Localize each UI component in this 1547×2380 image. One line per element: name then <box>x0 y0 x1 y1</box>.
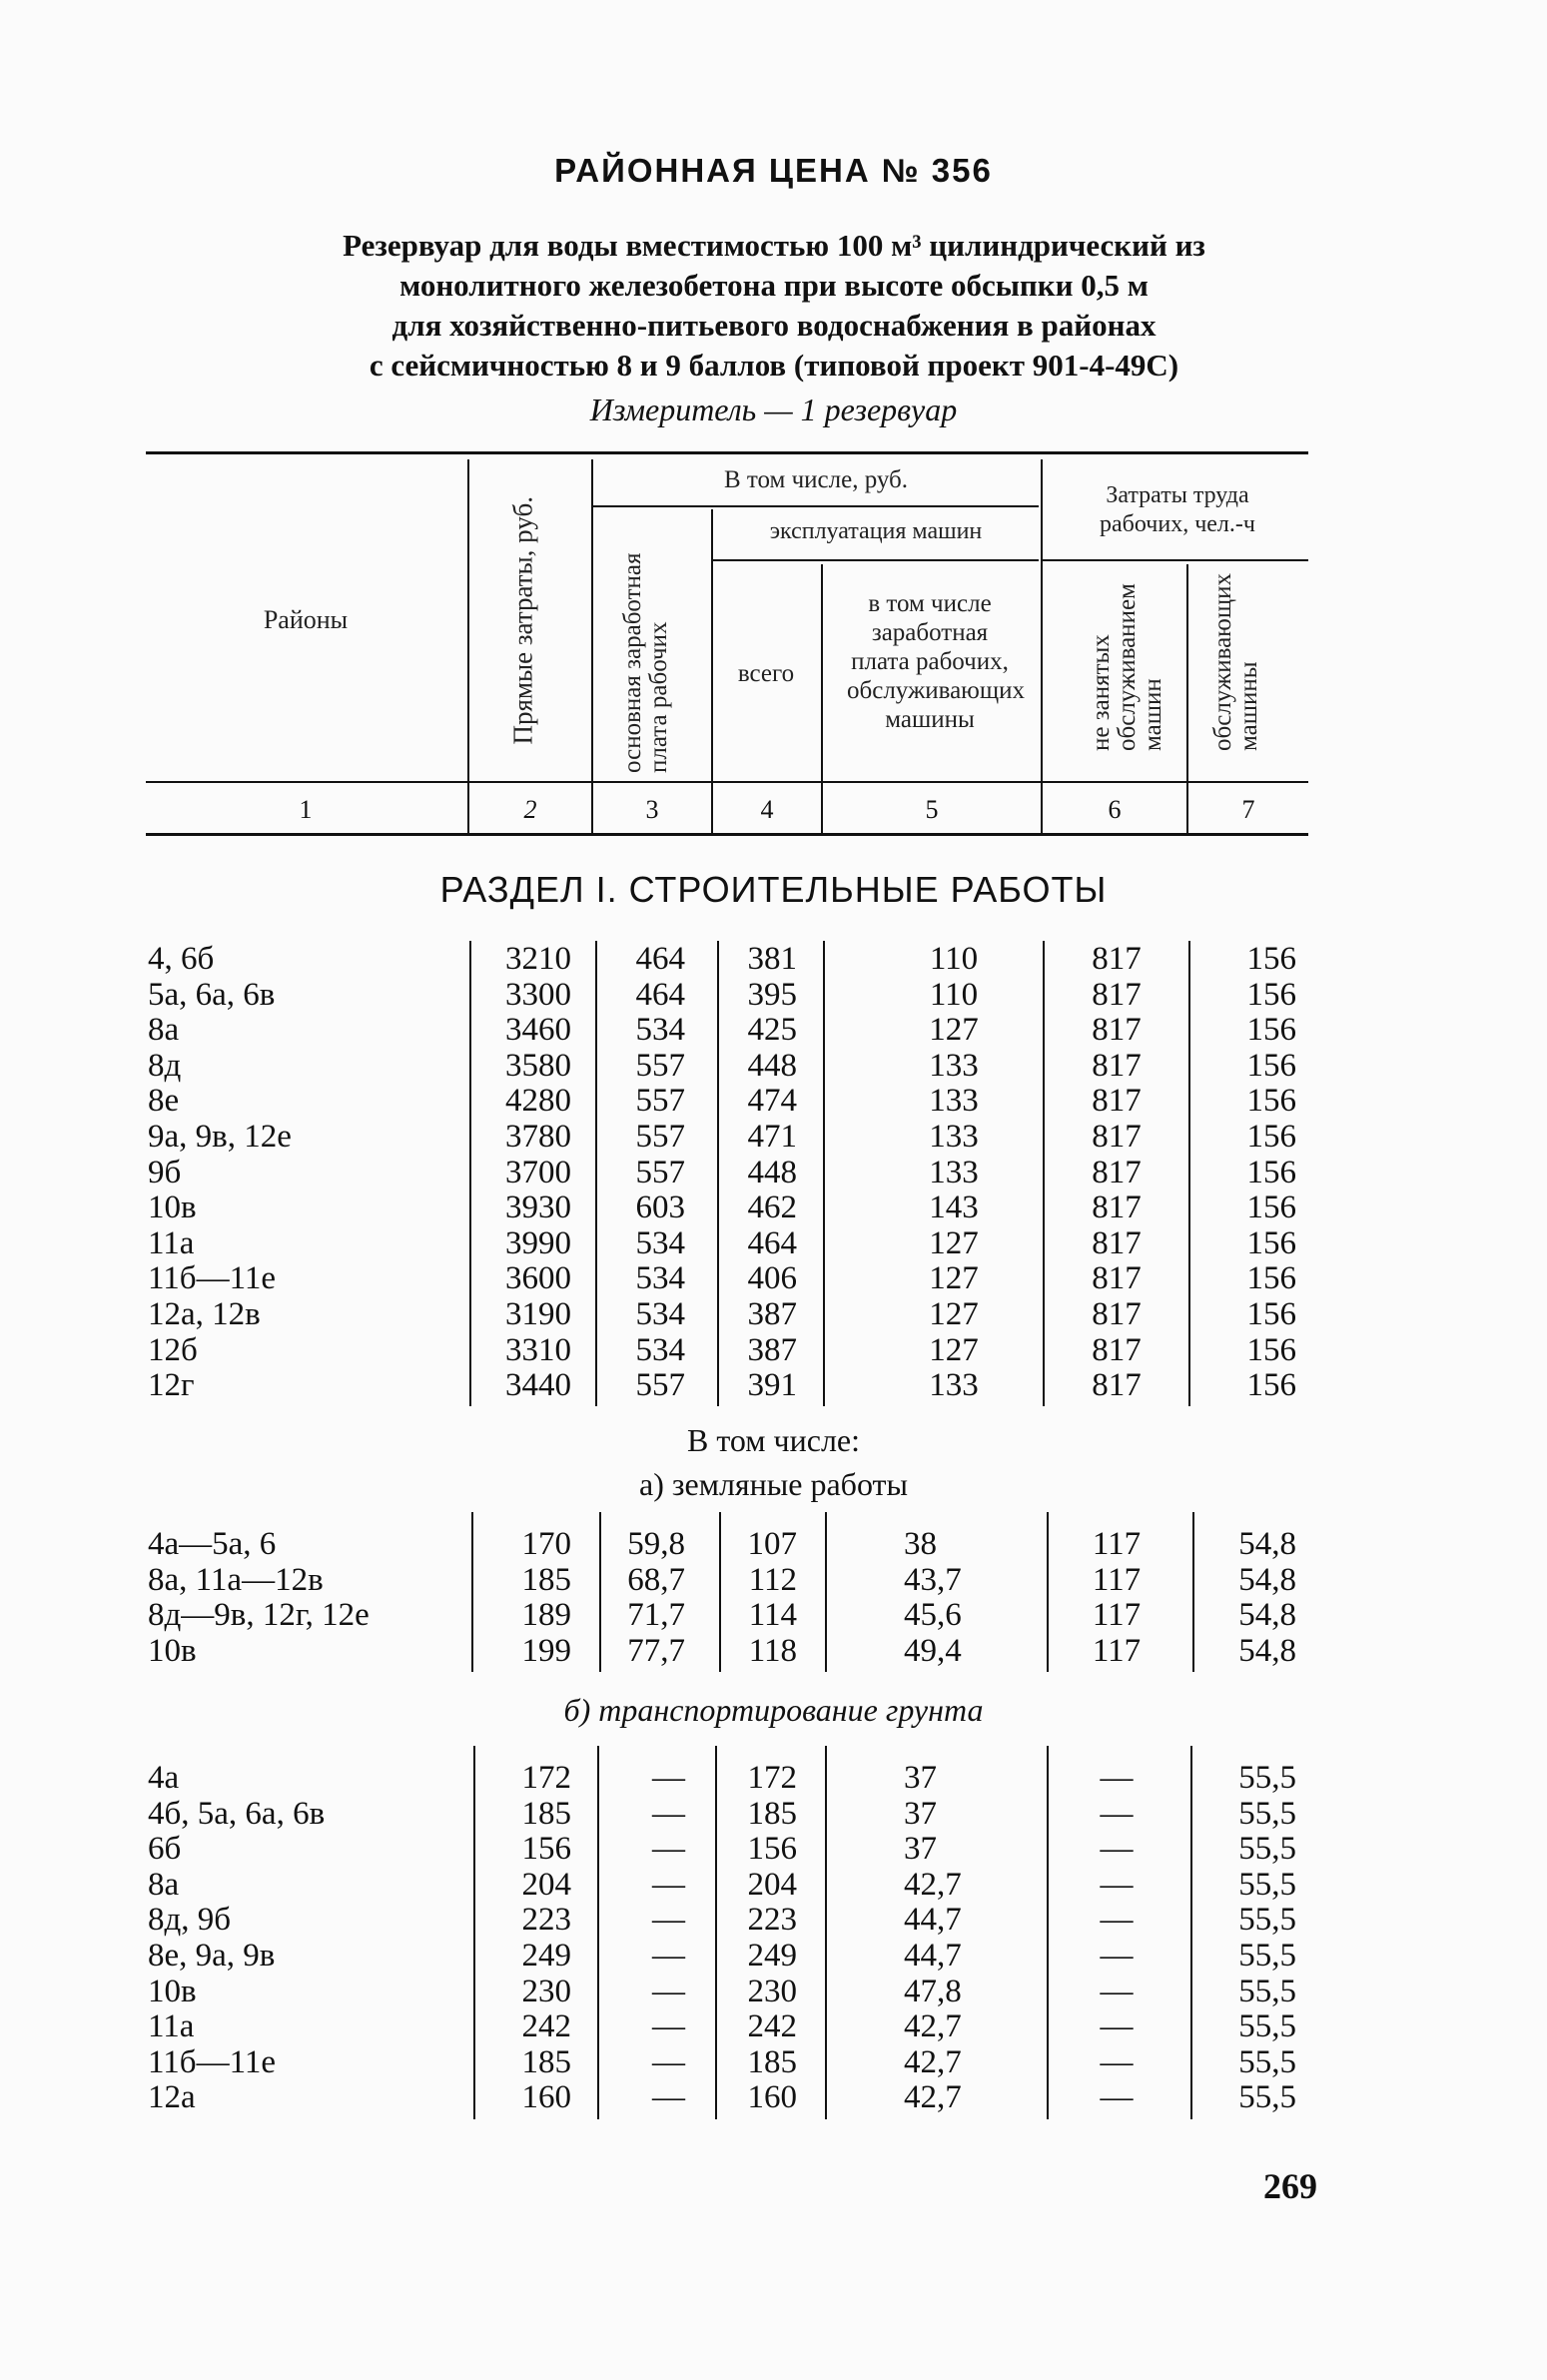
labor-rule <box>1041 559 1308 561</box>
cell-region: 8а, 11а—12в <box>148 1561 324 1598</box>
section-construction-rows <box>0 941 1547 1408</box>
cell-labor-machine: 156 <box>1246 941 1296 977</box>
cell-base-wage: — <box>652 1973 685 2009</box>
cell-labor-not-machine: 117 <box>1092 1526 1142 1562</box>
cell-base-wage: 534 <box>635 1224 685 1261</box>
cell-machines-total: 223 <box>747 1902 797 1939</box>
cell-machines-total: 448 <box>747 1154 797 1190</box>
cell-region: 11б—11е <box>148 1260 276 1297</box>
table-row <box>0 2044 1547 2080</box>
cell-direct-costs: 170 <box>521 1526 571 1562</box>
cell-base-wage: 534 <box>635 1012 685 1049</box>
column-number: 3 <box>645 795 659 824</box>
table-row <box>0 1974 1547 2009</box>
column-number: 2 <box>523 795 537 824</box>
cell-machine-wage: 42,7 <box>904 2043 962 2080</box>
cell-machines-total: 185 <box>747 2043 797 2080</box>
cell-base-wage: — <box>652 1795 685 1832</box>
cell-machine-wage: 42,7 <box>904 2008 962 2045</box>
cell-labor-not-machine: — <box>1100 1795 1134 1832</box>
cell-base-wage: 464 <box>635 941 685 977</box>
cell-region: 9а, 9в, 12е <box>148 1119 292 1155</box>
cell-base-wage: — <box>652 1831 685 1868</box>
cell-base-wage: — <box>652 2043 685 2080</box>
cell-machines-total: 230 <box>747 1973 797 2009</box>
cell-labor-machine: 156 <box>1246 1190 1296 1226</box>
cell-machines-total: 172 <box>747 1760 797 1796</box>
table-row <box>0 1155 1547 1190</box>
cell-machines-total: 406 <box>747 1260 797 1297</box>
cell-labor-machine: 156 <box>1246 1224 1296 1261</box>
cell-machines-total: 107 <box>747 1526 797 1562</box>
table-row <box>0 1296 1547 1332</box>
cell-machines-total: 448 <box>747 1047 797 1084</box>
cell-base-wage: — <box>652 1938 685 1974</box>
column-number: 6 <box>1108 795 1122 824</box>
cell-direct-costs: 3190 <box>505 1296 571 1332</box>
table-row <box>0 1938 1547 1974</box>
cell-machine-wage: 110 <box>929 941 979 977</box>
cell-machine-wage: 47,8 <box>904 1973 962 2009</box>
cell-machines-total: 204 <box>747 1866 797 1903</box>
cell-labor-not-machine: 817 <box>1092 1012 1142 1049</box>
cell-machines-total: 391 <box>747 1367 797 1404</box>
cell-region: 12а <box>148 2079 196 2116</box>
cell-direct-costs: 172 <box>521 1760 571 1796</box>
table-row <box>0 1526 1547 1562</box>
numbers-bottom-rule <box>146 833 1308 836</box>
cell-labor-not-machine: — <box>1100 2043 1134 2080</box>
cell-region: 11а <box>148 2008 195 2045</box>
cell-labor-not-machine: — <box>1100 1973 1134 2009</box>
cell-direct-costs: 3440 <box>505 1367 571 1404</box>
cell-base-wage: 557 <box>635 1083 685 1120</box>
cell-machine-wage: 127 <box>929 1260 979 1297</box>
cell-base-wage: — <box>652 2079 685 2116</box>
cell-machine-wage: 127 <box>929 1331 979 1368</box>
cell-machine-wage: 44,7 <box>904 1902 962 1939</box>
cell-machines-total: 387 <box>747 1296 797 1332</box>
table-row <box>0 1831 1547 1867</box>
subtitle-line: Резервуар для воды вместимостью 100 м³ цилиндрический из <box>343 228 1205 263</box>
table-row <box>0 1367 1547 1403</box>
section-title: РАЗДЕЛ I. СТРОИТЕЛЬНЫЕ РАБОТЫ <box>439 869 1108 910</box>
cell-region: 6б <box>148 1831 182 1868</box>
cell-base-wage: 71,7 <box>627 1597 685 1634</box>
header-not-machine-text: не занятых обслуживанием машин <box>1088 583 1166 751</box>
cell-machines-total: 474 <box>747 1083 797 1120</box>
header-labor: Затраты труда рабочих, чел.-ч <box>1100 482 1255 537</box>
table-row <box>0 1633 1547 1669</box>
header-not-machine <box>1088 551 1166 751</box>
cell-labor-not-machine: 817 <box>1092 976 1142 1013</box>
cell-machines-total: 464 <box>747 1224 797 1261</box>
cell-labor-machine: 156 <box>1246 1260 1296 1297</box>
cell-machine-wage: 37 <box>904 1760 937 1796</box>
cell-region: 9б <box>148 1154 182 1190</box>
cell-labor-machine: 55,5 <box>1238 1760 1296 1796</box>
cell-machines-total: 381 <box>747 941 797 977</box>
table-row <box>0 1012 1547 1048</box>
cell-labor-not-machine: — <box>1100 1866 1134 1903</box>
cell-labor-not-machine: 117 <box>1092 1561 1142 1598</box>
cell-direct-costs: 160 <box>521 2079 571 2116</box>
cell-labor-machine: 55,5 <box>1238 2079 1296 2116</box>
cell-region: 4б, 5а, 6а, 6в <box>148 1795 326 1832</box>
cell-direct-costs: 3310 <box>505 1331 571 1368</box>
cell-labor-not-machine: 117 <box>1092 1597 1142 1634</box>
cell-labor-machine: 156 <box>1246 1331 1296 1368</box>
cell-direct-costs: 223 <box>521 1902 571 1939</box>
cell-region: 8е <box>148 1083 180 1120</box>
cell-machine-wage: 49,4 <box>904 1632 962 1669</box>
table-row <box>0 1260 1547 1296</box>
cell-labor-machine: 54,8 <box>1238 1597 1296 1634</box>
cell-region: 8е, 9а, 9в <box>148 1938 276 1974</box>
header-including: В том числе, руб. <box>723 466 909 493</box>
column-number: 7 <box>1241 795 1255 824</box>
cell-labor-not-machine: 817 <box>1092 1331 1142 1368</box>
header-machine-wage: в том числе заработная плата рабочих, обслуживающих машины <box>847 590 1025 733</box>
cell-machines-total: 462 <box>747 1190 797 1226</box>
header-divider <box>1186 564 1188 833</box>
header-base-wage <box>620 513 692 773</box>
cell-region: 4а <box>148 1760 180 1796</box>
header-divider <box>821 564 823 833</box>
cell-labor-machine: 156 <box>1246 976 1296 1013</box>
cell-direct-costs: 3460 <box>505 1012 571 1049</box>
table-row <box>0 1760 1547 1796</box>
cell-labor-not-machine: 817 <box>1092 1296 1142 1332</box>
header-base-wage-text: основная заработная плата рабочих <box>619 552 672 773</box>
page-number: 269 <box>1263 2166 1317 2206</box>
header-total: всего <box>737 660 795 687</box>
table-row <box>0 2079 1547 2115</box>
table-row <box>0 1902 1547 1938</box>
cell-labor-not-machine: 817 <box>1092 1154 1142 1190</box>
cell-region: 11б—11е <box>148 2043 276 2080</box>
table-row <box>0 2008 1547 2044</box>
header-machines: эксплуатация машин <box>769 518 983 544</box>
cell-machine-wage: 43,7 <box>904 1561 962 1598</box>
cell-region: 8д—9в, 12г, 12е <box>148 1597 370 1634</box>
cell-machines-total: 160 <box>747 2079 797 2116</box>
cell-labor-machine: 55,5 <box>1238 2008 1296 2045</box>
cell-labor-machine: 156 <box>1246 1154 1296 1190</box>
cell-labor-machine: 55,5 <box>1238 2043 1296 2080</box>
table-top-rule <box>146 451 1308 454</box>
cell-labor-machine: 55,5 <box>1238 1831 1296 1868</box>
subtitle-line: для хозяйственно-питьевого водоснабжения в районах <box>391 308 1157 343</box>
cell-direct-costs: 249 <box>521 1938 571 1974</box>
cell-direct-costs: 3210 <box>505 941 571 977</box>
header-divider <box>591 459 593 833</box>
cell-region: 5а, 6а, 6в <box>148 976 276 1013</box>
column-number: 5 <box>925 795 939 824</box>
cell-direct-costs: 185 <box>521 1795 571 1832</box>
cell-labor-not-machine: 817 <box>1092 1119 1142 1155</box>
cell-direct-costs: 185 <box>521 2043 571 2080</box>
cell-labor-machine: 55,5 <box>1238 1973 1296 2009</box>
header-machine-labor <box>1210 571 1270 751</box>
header-bottom-rule <box>146 781 1308 783</box>
column-number: 1 <box>299 795 313 824</box>
cell-machines-total: 425 <box>747 1012 797 1049</box>
cell-labor-not-machine: 817 <box>1092 1083 1142 1120</box>
cell-machine-wage: 44,7 <box>904 1938 962 1974</box>
cell-labor-not-machine: — <box>1100 2079 1134 2116</box>
cell-region: 8д, 9б <box>148 1902 232 1939</box>
cell-machines-total: 156 <box>747 1831 797 1868</box>
cell-region: 4а—5а, 6 <box>148 1526 277 1562</box>
cell-machine-wage: 38 <box>904 1526 937 1562</box>
cell-machine-wage: 143 <box>929 1190 979 1226</box>
cell-machine-wage: 110 <box>929 976 979 1013</box>
cell-direct-costs: 3780 <box>505 1119 571 1155</box>
cell-labor-not-machine: — <box>1100 1760 1134 1796</box>
cell-machines-total: 471 <box>747 1119 797 1155</box>
cell-labor-not-machine: 817 <box>1092 1047 1142 1084</box>
cell-base-wage: 534 <box>635 1260 685 1297</box>
cell-direct-costs: 3600 <box>505 1260 571 1297</box>
cell-machine-wage: 127 <box>929 1296 979 1332</box>
cell-labor-machine: 156 <box>1246 1083 1296 1120</box>
table-row <box>0 1867 1547 1903</box>
page-subtitle <box>200 226 1348 386</box>
cell-labor-not-machine: 117 <box>1092 1632 1142 1669</box>
cell-machines-total: 387 <box>747 1331 797 1368</box>
cell-direct-costs: 4280 <box>505 1083 571 1120</box>
cell-base-wage: 557 <box>635 1367 685 1404</box>
header-divider <box>1041 459 1043 833</box>
subsection-transport-title: б) транспортирование грунта <box>563 1692 984 1728</box>
subtitle-line: с сейсмичностью 8 и 9 баллов (типовой проект 901-4-49С) <box>369 348 1179 383</box>
cell-machine-wage: 45,6 <box>904 1597 962 1634</box>
header-divider <box>467 459 469 833</box>
cell-labor-machine: 156 <box>1246 1012 1296 1049</box>
cell-region: 11а <box>148 1224 195 1261</box>
cell-base-wage: 557 <box>635 1154 685 1190</box>
cell-region: 12г <box>148 1367 195 1404</box>
cell-labor-not-machine: — <box>1100 1938 1134 1974</box>
section-transport-rows <box>0 1760 1547 2121</box>
cell-labor-not-machine: — <box>1100 1902 1134 1939</box>
table-row <box>0 1190 1547 1225</box>
cell-machines-total: 249 <box>747 1938 797 1974</box>
cell-base-wage: 68,7 <box>627 1561 685 1598</box>
cell-base-wage: — <box>652 1866 685 1903</box>
table-row <box>0 1332 1547 1368</box>
cell-base-wage: 59,8 <box>627 1526 685 1562</box>
cell-direct-costs: 3930 <box>505 1190 571 1226</box>
cell-machine-wage: 42,7 <box>904 1866 962 1903</box>
cell-region: 8а <box>148 1866 180 1903</box>
cell-base-wage: 464 <box>635 976 685 1013</box>
cell-direct-costs: 185 <box>521 1561 571 1598</box>
cell-machines-total: 185 <box>747 1795 797 1832</box>
cell-labor-machine: 156 <box>1246 1047 1296 1084</box>
cell-machine-wage: 127 <box>929 1012 979 1049</box>
section-earthworks-rows <box>0 1526 1547 1674</box>
cell-machines-total: 112 <box>748 1561 797 1598</box>
cell-labor-not-machine: 817 <box>1092 941 1142 977</box>
cell-labor-not-machine: — <box>1100 2008 1134 2045</box>
cell-machines-total: 395 <box>747 976 797 1013</box>
measure-unit: Измеритель — 1 резервуар <box>589 392 958 427</box>
cell-labor-machine: 54,8 <box>1238 1632 1296 1669</box>
cell-machine-wage: 37 <box>904 1795 937 1832</box>
cell-direct-costs: 3990 <box>505 1224 571 1261</box>
cell-labor-machine: 54,8 <box>1238 1561 1296 1598</box>
table-row <box>0 1562 1547 1598</box>
cell-region: 8д <box>148 1047 182 1084</box>
cell-machines-total: 242 <box>747 2008 797 2045</box>
table-row <box>0 1048 1547 1084</box>
cell-base-wage: 603 <box>635 1190 685 1226</box>
cell-machine-wage: 133 <box>929 1119 979 1155</box>
subsection-intro: В том числе: <box>686 1422 861 1458</box>
cell-machine-wage: 133 <box>929 1047 979 1084</box>
cell-region: 8а <box>148 1012 180 1049</box>
cell-base-wage: 557 <box>635 1047 685 1084</box>
cell-base-wage: — <box>652 2008 685 2045</box>
cell-direct-costs: 189 <box>521 1597 571 1634</box>
cell-region: 12б <box>148 1331 198 1368</box>
cell-labor-machine: 156 <box>1246 1119 1296 1155</box>
cell-labor-machine: 55,5 <box>1238 1795 1296 1832</box>
table-row <box>0 1597 1547 1633</box>
machines-rule <box>711 559 1039 561</box>
cell-labor-not-machine: 817 <box>1092 1260 1142 1297</box>
cell-base-wage: 534 <box>635 1296 685 1332</box>
cell-direct-costs: 230 <box>521 1973 571 2009</box>
cell-base-wage: 534 <box>635 1331 685 1368</box>
cell-machines-total: 114 <box>748 1597 797 1634</box>
cell-labor-not-machine: 817 <box>1092 1367 1142 1404</box>
table-row <box>0 977 1547 1013</box>
cell-machine-wage: 42,7 <box>904 2079 962 2116</box>
header-direct-costs: Прямые затраты, руб. <box>507 496 538 745</box>
cell-direct-costs: 3300 <box>505 976 571 1013</box>
cell-labor-machine: 156 <box>1246 1296 1296 1332</box>
table-row <box>0 1083 1547 1119</box>
cell-machine-wage: 37 <box>904 1831 937 1868</box>
cell-direct-costs: 199 <box>521 1632 571 1669</box>
subtitle-line: монолитного железобетона при высоте обсыпки 0,5 м <box>399 268 1149 303</box>
cell-region: 10в <box>148 1190 197 1226</box>
cell-labor-not-machine: 817 <box>1092 1190 1142 1226</box>
cell-labor-not-machine: 817 <box>1092 1224 1142 1261</box>
cell-machine-wage: 133 <box>929 1367 979 1404</box>
cell-machine-wage: 127 <box>929 1224 979 1261</box>
cell-labor-machine: 55,5 <box>1238 1938 1296 1974</box>
cell-machine-wage: 133 <box>929 1154 979 1190</box>
cell-labor-not-machine: — <box>1100 1831 1134 1868</box>
cell-region: 10в <box>148 1632 197 1669</box>
cell-base-wage: — <box>652 1902 685 1939</box>
cell-base-wage: — <box>652 1760 685 1796</box>
cell-base-wage: 77,7 <box>627 1632 685 1669</box>
page-title: РАЙОННАЯ ЦЕНА № 356 <box>554 152 993 189</box>
table-row <box>0 941 1547 977</box>
cell-labor-machine: 55,5 <box>1238 1902 1296 1939</box>
cell-machines-total: 118 <box>748 1632 797 1669</box>
cell-region: 10в <box>148 1973 197 2009</box>
table-row <box>0 1796 1547 1832</box>
cell-direct-costs: 3580 <box>505 1047 571 1084</box>
subsection-earthworks-title: а) земляные работы <box>638 1466 908 1502</box>
cell-direct-costs: 156 <box>521 1831 571 1868</box>
including-rule <box>591 505 1039 507</box>
cell-machine-wage: 133 <box>929 1083 979 1120</box>
cell-region: 12а, 12в <box>148 1296 261 1332</box>
cell-labor-machine: 55,5 <box>1238 1866 1296 1903</box>
cell-direct-costs: 242 <box>521 2008 571 2045</box>
column-number: 4 <box>760 795 774 824</box>
cell-base-wage: 557 <box>635 1119 685 1155</box>
table-row <box>0 1119 1547 1155</box>
header-regions: Районы <box>263 605 349 634</box>
cell-direct-costs: 3700 <box>505 1154 571 1190</box>
cell-labor-machine: 54,8 <box>1238 1526 1296 1562</box>
cell-region: 4, 6б <box>148 941 215 977</box>
cell-labor-machine: 156 <box>1246 1367 1296 1404</box>
table-row <box>0 1225 1547 1261</box>
cell-direct-costs: 204 <box>521 1866 571 1903</box>
header-machine-labor-text: обслуживающих машины <box>1209 573 1262 751</box>
